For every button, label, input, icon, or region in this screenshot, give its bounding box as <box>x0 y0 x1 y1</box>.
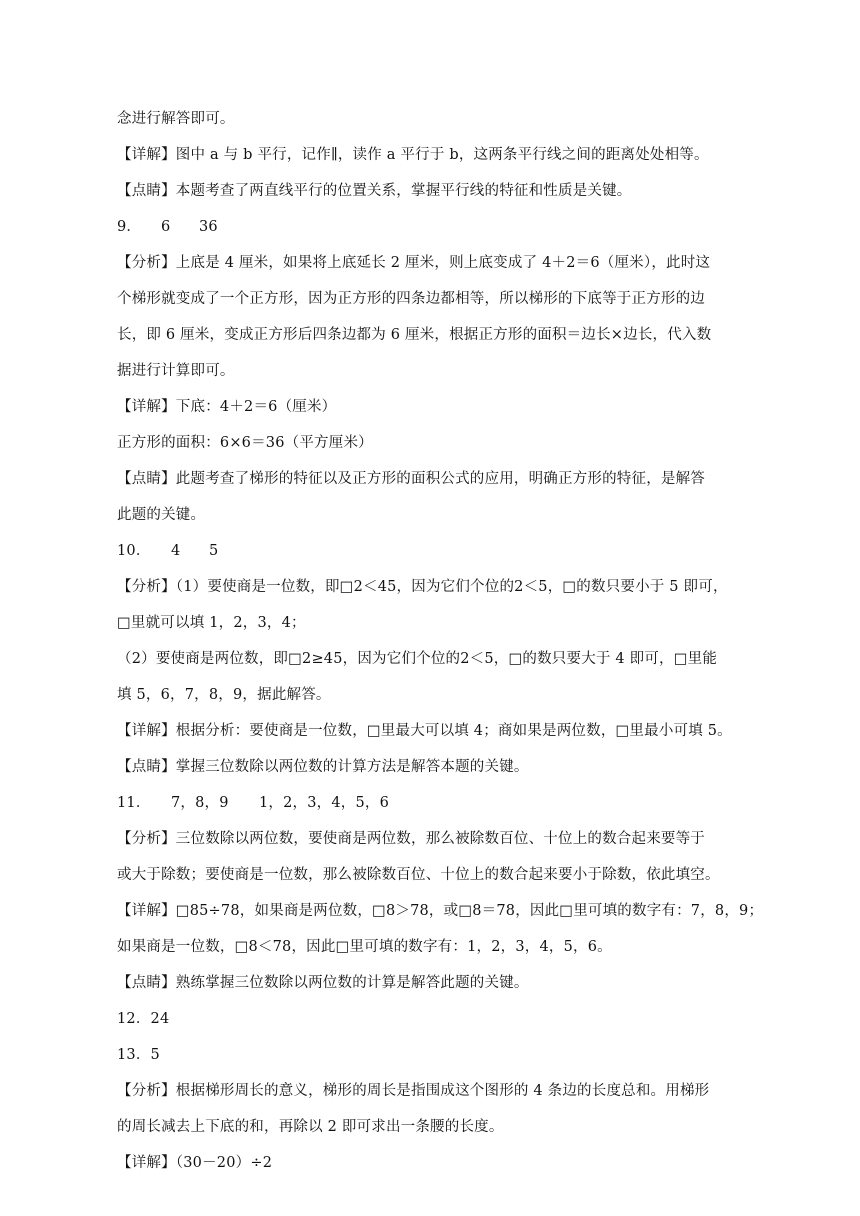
text-line: 念进行解答即可。 <box>117 111 235 127</box>
text-line: 【点睛】本题考查了两直线平行的位置关系，掌握平行线的特征和性质是关键。 <box>117 183 632 199</box>
answer-line-q9 <box>117 217 737 237</box>
text-line: 【分析】根据梯形周长的意义，梯形的周长是指围成这个图形的 4 条边的长度总和。用梯形 <box>117 1083 710 1099</box>
text-line: 【点睛】此题考查了梯形的特征以及正方形的面积公式的应用，明确正方形的特征，是解答 <box>117 471 705 487</box>
question-number: 10． <box>117 543 151 559</box>
answer-blank: 36 <box>199 219 218 235</box>
question-number: 11． <box>117 795 151 811</box>
text-line: 填 5，6，7，8，9，据此解答。 <box>117 687 331 703</box>
text-line: 的周长减去上下底的和，再除以 2 即可求出一条腰的长度。 <box>117 1119 504 1135</box>
text-line: （2）要使商是两位数，即□2≥45，因为它们个位的2＜5，□的数只要大于 4 即可，□里能 <box>117 651 718 667</box>
answer-blank: 4 <box>171 543 181 559</box>
answer-line-q10 <box>117 541 737 561</box>
answer-line-q12: 12．24 <box>117 1011 170 1027</box>
text-line: 此题的关键。 <box>117 507 206 523</box>
text-line: 【点睛】掌握三位数除以两位数的计算方法是解答本题的关键。 <box>117 759 529 775</box>
answer-blank: 7，8，9 <box>171 795 229 811</box>
text-line: 个梯形就变成了一个正方形，因为正方形的四条边都相等，所以梯形的下底等于正方形的边 <box>117 291 705 307</box>
text-line: 正方形的面积：6×6＝36（平方厘米） <box>117 435 373 451</box>
answer-blank: 1，2，3，4，5，6 <box>259 795 390 811</box>
text-line: 或大于除数；要使商是一位数，那么被除数百位、十位上的数合起来要小于除数，依此填空。 <box>117 867 720 883</box>
text-line: 【详解】（30－20）÷2 <box>117 1155 273 1171</box>
text-line: □里就可以填 1，2，3，4； <box>117 615 306 631</box>
text-line: 【分析】上底是 4 厘米，如果将上底延长 2 厘米，则上底变成了 4＋2＝6（厘米），此时这 <box>117 255 711 271</box>
text-line: 长，即 6 厘米，变成正方形后四条边都为 6 厘米，根据正方形的面积＝边长×边长，代入数 <box>117 327 712 343</box>
answer-line-q13: 13．5 <box>117 1047 160 1063</box>
answer-blank: 5 <box>209 543 219 559</box>
answer-line-q11 <box>117 793 737 813</box>
text-line: 【分析】（1）要使商是一位数，即□2＜45，因为它们个位的2＜5，□的数只要小于 5 即可， <box>117 579 728 595</box>
text-line: 【详解】□85÷78，如果商是两位数，□8＞78，或□8＝78，因此□里可填的数字有：7，8，9； <box>117 903 764 919</box>
text-line: 【详解】下底：4＋2＝6（厘米） <box>117 399 337 415</box>
question-number: 9． <box>117 219 142 235</box>
text-line: 如果商是一位数，□8＜78，因此□里可填的数字有：1，2，3，4，5，6。 <box>117 939 612 955</box>
text-line: 【分析】三位数除以两位数，要使商是两位数，那么被除数百位、十位上的数合起来要等于 <box>117 831 705 847</box>
text-line: 【点睛】熟练掌握三位数除以两位数的计算是解答此题的关键。 <box>117 975 529 991</box>
text-line: 【详解】图中 a 与 b 平行，记作∥，读作 a 平行于 b，这两条平行线之间的距离处处相等。 <box>117 147 709 163</box>
text-line: 【详解】根据分析：要使商是一位数，□里最大可以填 4；商如果是两位数，□里最小可填 5。 <box>117 723 732 739</box>
answer-blank: 6 <box>161 219 171 235</box>
text-line: 据进行计算即可。 <box>117 363 235 379</box>
